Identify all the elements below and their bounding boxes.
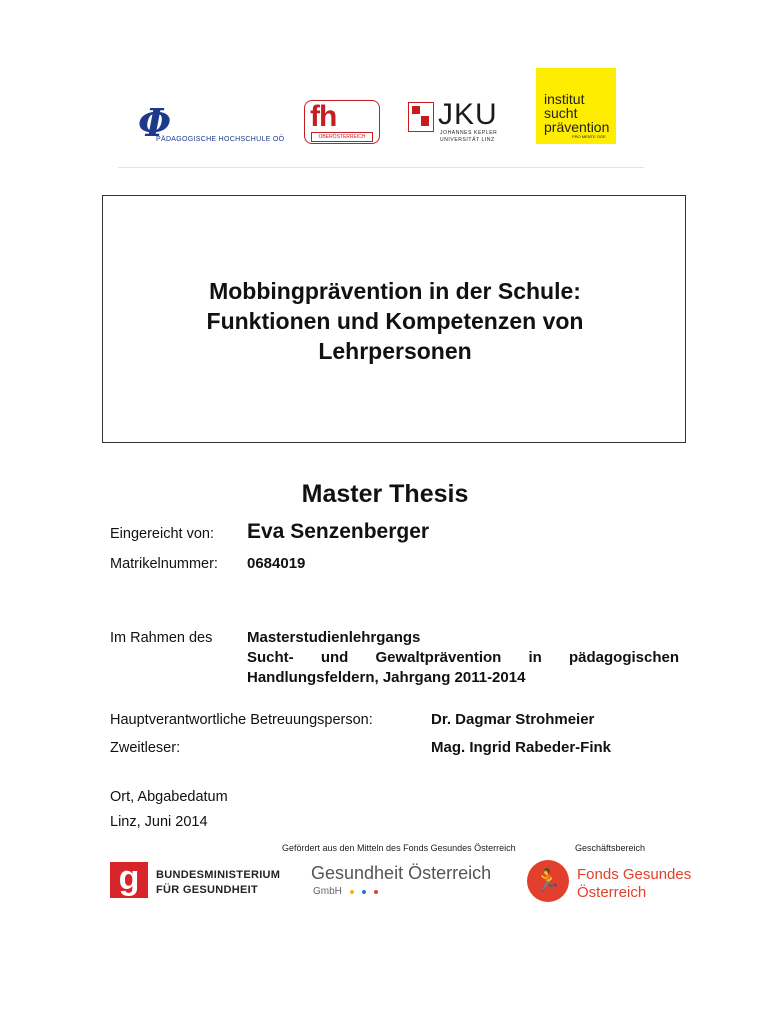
bmg-logo-icon: g <box>110 862 148 898</box>
isp-line3: prävention <box>544 119 610 135</box>
goeg-gmbh: GmbH <box>313 886 342 897</box>
document-type: Master Thesis <box>301 480 469 508</box>
jku-sub-line1: JOHANNES KEPLER <box>440 130 498 136</box>
bmg-line2: FÜR GESUNDHEIT <box>156 884 258 896</box>
title-line1: Mobbingprävention in der Schule: <box>209 278 581 304</box>
header-divider <box>118 167 644 168</box>
program-line1: Masterstudienlehrgangs <box>247 629 421 646</box>
business-area-label: Geschäftsbereich <box>575 843 646 853</box>
second-reader-label: Zweitleser: <box>110 740 181 756</box>
matriculation-label: Matrikelnummer: <box>110 556 218 572</box>
jku-letters: JKU <box>438 98 498 131</box>
title-box <box>102 195 686 443</box>
fgo-line1: Fonds Gesundes <box>577 866 692 883</box>
isp-small-text: PRO MENTE OÖE <box>572 134 606 139</box>
ph-ooe-logo <box>138 100 288 150</box>
framework-label: Im Rahmen des <box>110 630 213 646</box>
author-name: Eva Senzenberger <box>247 520 430 543</box>
jku-logo <box>408 100 508 146</box>
fgo-line2: Österreich <box>577 884 647 901</box>
submitted-by-label: Eingereicht von: <box>110 526 214 542</box>
institut-suchtpraevention-logo <box>536 68 616 144</box>
isp-line2: sucht <box>544 105 578 121</box>
title-line2: Funktionen und Kompetenzen von <box>206 308 584 334</box>
ph-logo-text: PÄDAGOGISCHE HOCHSCHULE OÖ <box>156 136 285 143</box>
title-line3: Lehrpersonen <box>318 338 472 364</box>
goeg-dot-blue-icon <box>362 890 366 894</box>
goeg-name: Gesundheit Österreich <box>311 863 492 883</box>
jku-crest-icon <box>408 102 434 132</box>
fgo-running-figure-icon: 🏃 <box>527 860 569 902</box>
goeg-dot-yellow-icon <box>350 890 354 894</box>
phi-symbol: Φ <box>138 100 172 145</box>
isp-line1: institut <box>544 91 585 107</box>
matriculation-number: 0684019 <box>247 555 306 572</box>
supervisor-label: Hauptverantwortliche Betreuungsperson: <box>110 712 373 728</box>
second-reader-name: Mag. Ingrid Rabeder-Fink <box>431 739 612 756</box>
fh-logo-sub: OBERÖSTERREICH <box>311 132 373 142</box>
fh-logo-letters: fh <box>310 100 337 133</box>
program-line3: Handlungsfeldern, Jahrgang 2011-2014 <box>247 669 526 686</box>
place-date-label: Ort, Abgabedatum <box>110 789 228 805</box>
framework-program <box>247 628 679 688</box>
bmg-line1: BUNDESMINISTERIUM <box>156 869 281 881</box>
jku-sub-line2: UNIVERSITÄT LINZ <box>440 137 495 143</box>
program-line2: Sucht- und Gewaltprävention in pädagogischen <box>247 649 679 666</box>
goeg-dot-red-icon <box>374 890 378 894</box>
supervisor-name: Dr. Dagmar Strohmeier <box>431 711 595 728</box>
funding-note: Gefördert aus den Mitteln des Fonds Gesundes Österreich <box>282 843 516 853</box>
fh-ooe-logo <box>304 100 382 146</box>
place-date-value: Linz, Juni 2014 <box>110 814 208 830</box>
